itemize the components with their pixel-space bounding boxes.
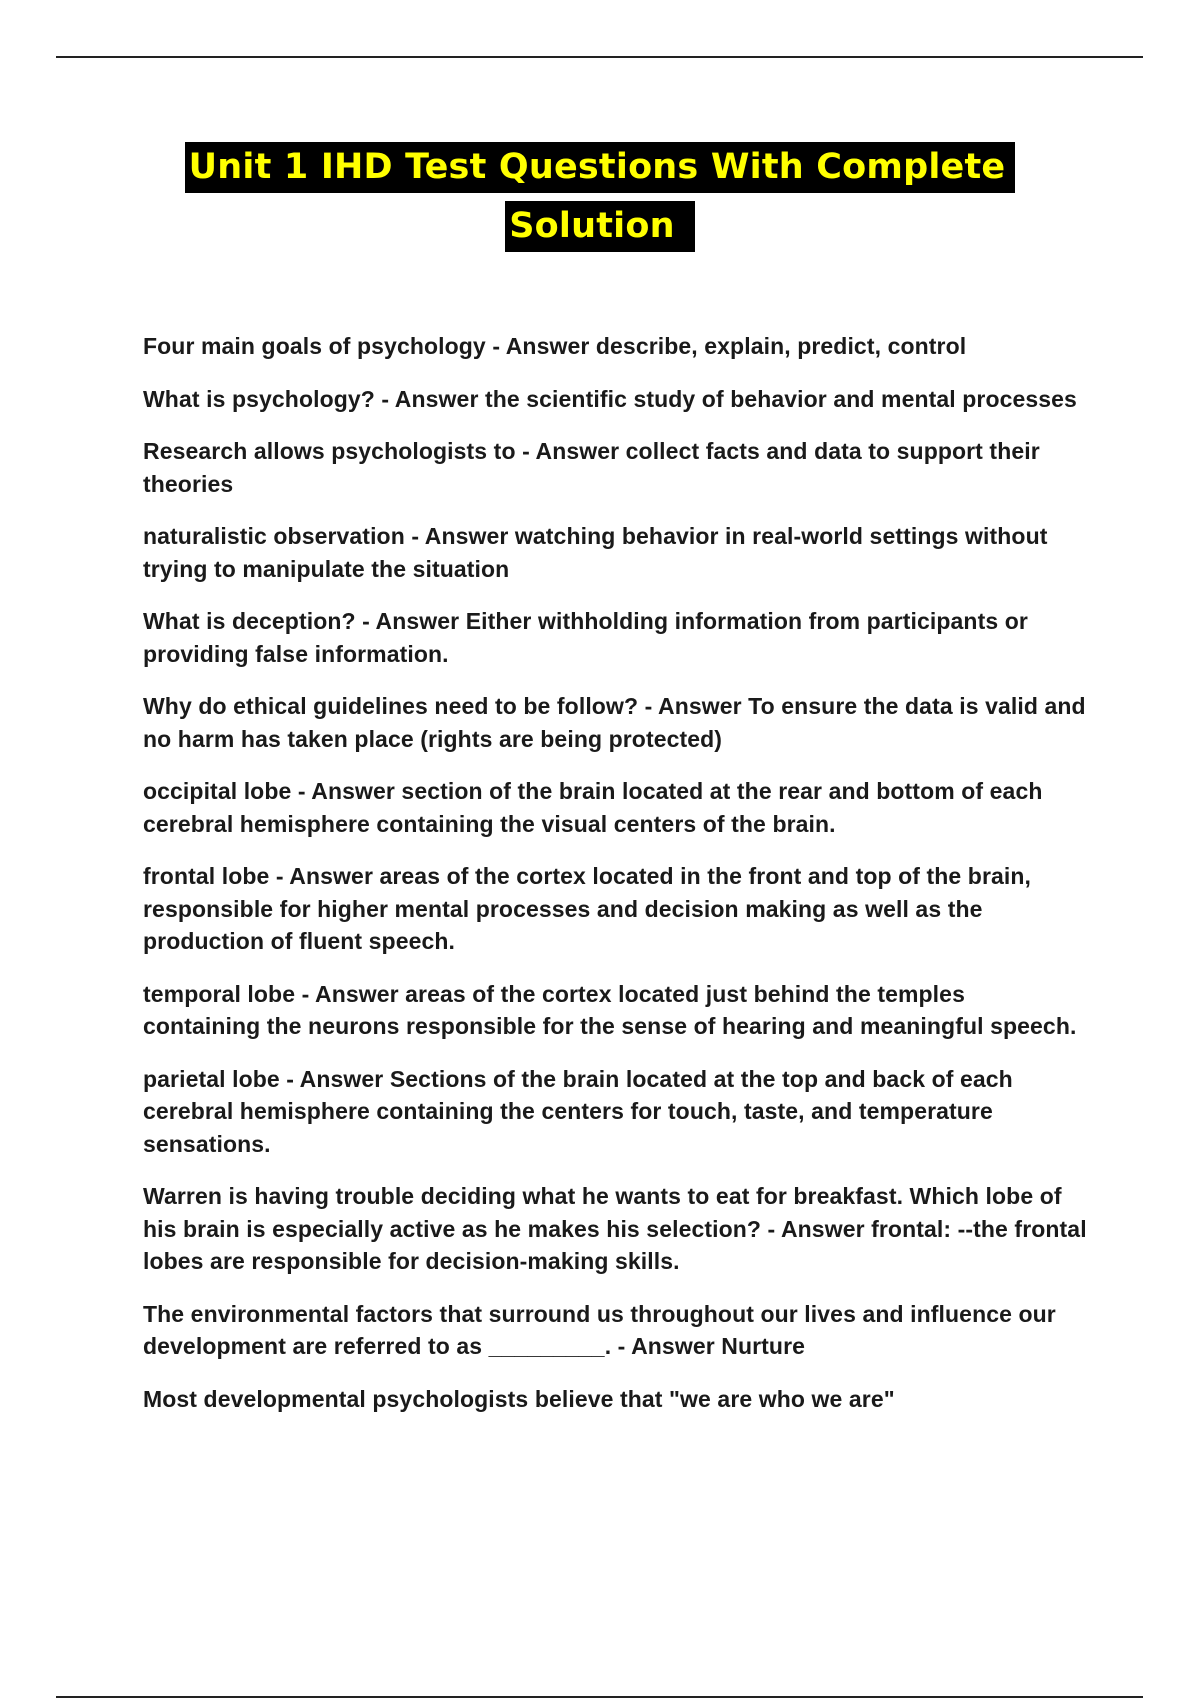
qa-item: Most developmental psychologists believe that "we are who we are" [143,1385,895,1412]
qa-item: naturalistic observation - Answer watching behavior in real-world settings without trying to manipulate the situation [143,523,1048,582]
title-line-2: Solution [505,201,694,252]
qa-item: The environmental factors that surround us throughout our lives and influence our development are referred to as _________. - Answer Nurture [143,1300,1056,1359]
qa-item: What is deception? - Answer Either withholding information from participants or providing false information. [143,608,1028,667]
qa-item: frontal lobe - Answer areas of the cortex located in the front and top of the brain, responsible for higher mental processes and decision making as well as the production of fluent speech. [143,863,1032,954]
qa-item: Research allows psychologists to - Answer collect facts and data to support their theories [143,438,1040,497]
qa-item: temporal lobe - Answer areas of the cortex located just behind the temples containing the neurons responsible for the sense of hearing and meaningful speech. [143,980,1077,1039]
qa-item: Four main goals of psychology - Answer describe, explain, predict, control [143,333,967,359]
qa-list [143,330,1088,1435]
qa-item: Why do ethical guidelines need to be follow? - Answer To ensure the data is valid and no harm has taken place (rights are being protected) [143,693,1086,752]
document-title [0,142,1200,252]
top-rule [56,56,1143,58]
qa-item: What is psychology? - Answer the scientific study of behavior and mental processes [143,385,1077,412]
title-line-1: Unit 1 IHD Test Questions With Complete [185,142,1016,193]
qa-item: Warren is having trouble deciding what he wants to eat for breakfast. Which lobe of his brain is especially active as he makes his selection? - Answer frontal: --the frontal lobes are responsible for decision-making skills. [143,1183,1087,1274]
qa-item: occipital lobe - Answer section of the brain located at the rear and bottom of each cerebral hemisphere containing the visual centers of the brain. [143,778,1043,837]
bottom-rule [56,1696,1143,1698]
qa-item: parietal lobe - Answer Sections of the brain located at the top and back of each cerebral hemisphere containing the centers for touch, taste, and temperature sensations. [143,1065,1013,1157]
